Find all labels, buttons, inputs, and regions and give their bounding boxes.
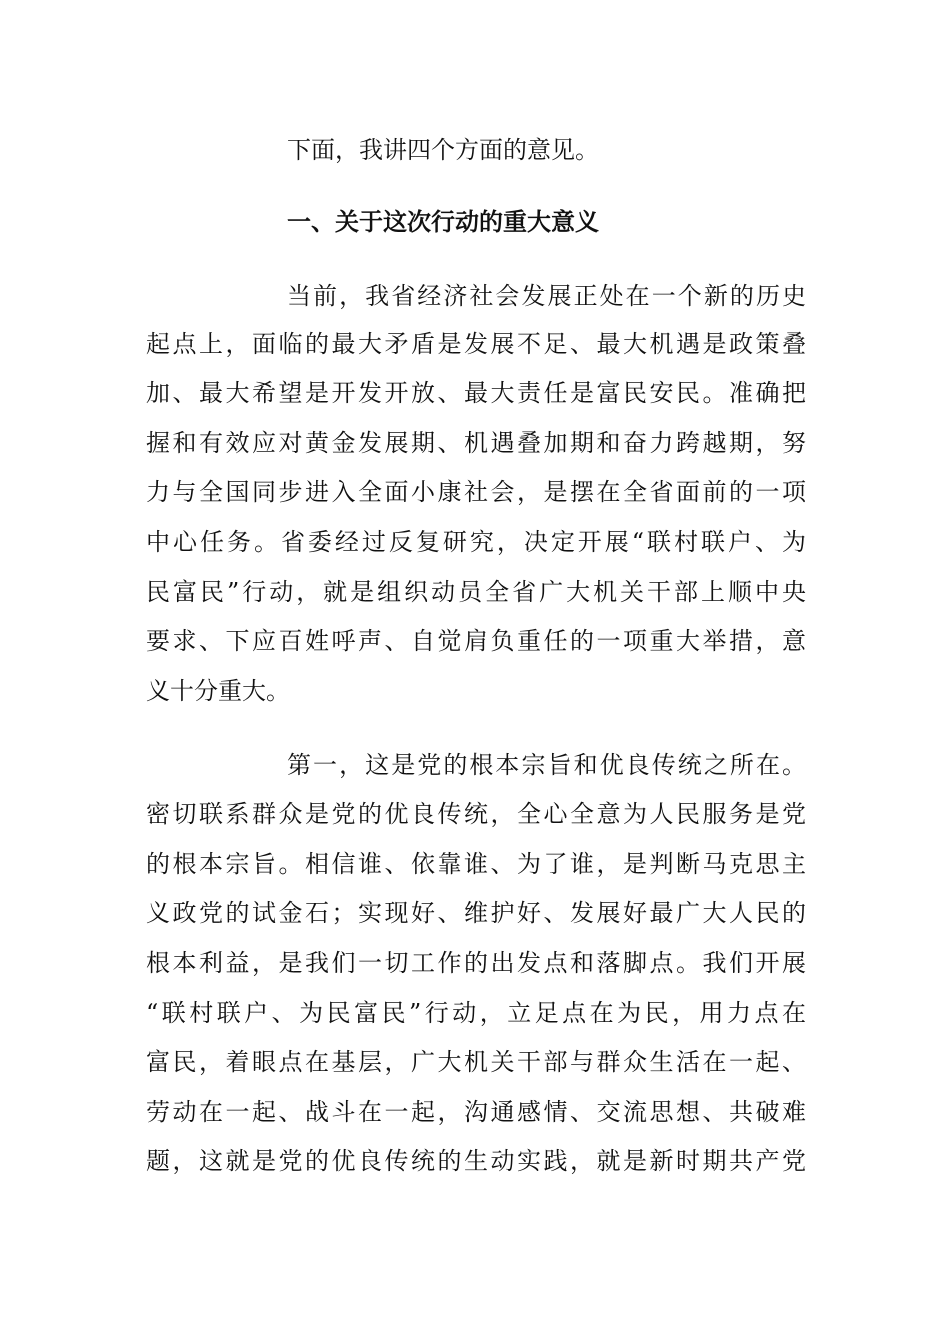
paragraph2-line: 密切联系群众是党的优良传统，全心全意为人民服务是党 [146,800,806,828]
paragraph1-line: 起点上，面临的最大矛盾是发展不足、最大机遇是政策叠 [146,330,806,358]
paragraph1-line: 民富民”行动，就是组织动员全省广大机关干部上顺中央 [146,578,806,606]
paragraph1-line: 当前，我省经济社会发展正处在一个新的历史 [287,282,806,310]
paragraph2-line: 第一，这是党的根本宗旨和优良传统之所在。 [287,751,806,779]
paragraph2-line: 根本利益，是我们一切工作的出发点和落脚点。我们开展 [146,949,806,977]
paragraph1-line: 握和有效应对黄金发展期、机遇叠加期和奋力跨越期，努 [146,429,806,457]
paragraph2-line: 富民，着眼点在基层，广大机关干部与群众生活在一起、 [146,1048,806,1076]
paragraph1-line: 加、最大希望是开发开放、最大责任是富民安民。准确把 [146,379,806,407]
paragraph1-line: 力与全国同步进入全面小康社会，是摆在全省面前的一项 [146,478,806,506]
section-heading: 一、关于这次行动的重大意义 [287,208,599,236]
paragraph2-line: “联村联户、为民富民”行动，立足点在为民，用力点在 [146,999,806,1027]
paragraph1-line: 要求、下应百姓呼声、自觉肩负重任的一项重大举措，意 [146,627,806,655]
paragraph2-line: 题，这就是党的优良传统的生动实践，就是新时期共产党 [146,1147,806,1175]
paragraph2-line: 的根本宗旨。相信谁、依靠谁、为了谁，是判断马克思主 [146,850,806,878]
paragraph2-line: 义政党的试金石；实现好、维护好、发展好最广大人民的 [146,899,806,927]
intro-line: 下面，我讲四个方面的意见。 [287,136,599,164]
paragraph1-line: 中心任务。省委经过反复研究，决定开展“联村联户、为 [146,528,806,556]
paragraph1-line: 义十分重大。 [146,677,290,705]
paragraph2-line: 劳动在一起、战斗在一起，沟通感情、交流思想、共破难 [146,1098,806,1126]
